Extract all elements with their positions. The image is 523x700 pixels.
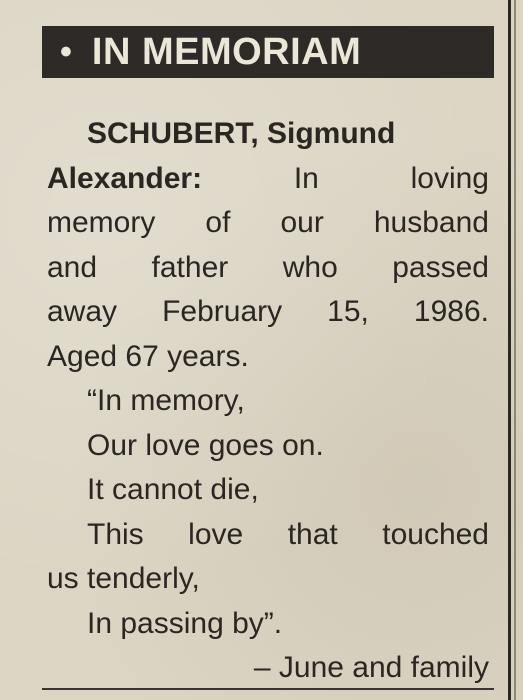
- word: February: [162, 295, 283, 328]
- header-bullet: •: [60, 33, 72, 71]
- poem-line: us tenderly,: [47, 562, 200, 595]
- word: love: [188, 517, 244, 551]
- deceased-middle-name: Alexander:: [47, 161, 203, 195]
- word: husband: [373, 206, 489, 239]
- section-title: IN MEMORIAM: [91, 31, 362, 73]
- word: and: [47, 250, 98, 284]
- memorial-notice: [47, 112, 489, 691]
- word: loving: [410, 161, 489, 195]
- word: who: [282, 250, 338, 284]
- age-line: Aged 67 years.: [47, 339, 249, 373]
- word: passed: [392, 250, 489, 284]
- word: our: [280, 206, 324, 239]
- prose-line: [47, 246, 489, 291]
- word: 15,: [327, 295, 369, 328]
- column-rule-secondary: [514, 0, 516, 700]
- word: that: [287, 517, 338, 551]
- column-rule: [508, 0, 511, 700]
- name-line-2: [47, 157, 489, 202]
- signature: – June and family: [253, 651, 489, 684]
- prose-line: [47, 201, 489, 246]
- word: father: [151, 250, 229, 284]
- poem-line: “In memory,: [87, 384, 245, 417]
- name-line-1: [47, 112, 489, 157]
- poem-line: [47, 513, 489, 558]
- poem-line: It cannot die,: [87, 473, 259, 506]
- poem-line: Our love goes on.: [87, 428, 324, 462]
- word: memory: [47, 206, 156, 239]
- bottom-rule: [42, 688, 494, 690]
- prose-line: [47, 290, 489, 335]
- word: touched: [382, 517, 489, 551]
- word: In: [293, 161, 319, 195]
- word: 1986.: [413, 295, 489, 328]
- word: This: [87, 517, 144, 551]
- deceased-surname-given: SCHUBERT, Sigmund: [87, 117, 396, 150]
- word: of: [205, 206, 231, 239]
- section-header-bar: [42, 26, 494, 78]
- poem-line: In passing by”.: [87, 606, 283, 640]
- word: away: [47, 295, 118, 328]
